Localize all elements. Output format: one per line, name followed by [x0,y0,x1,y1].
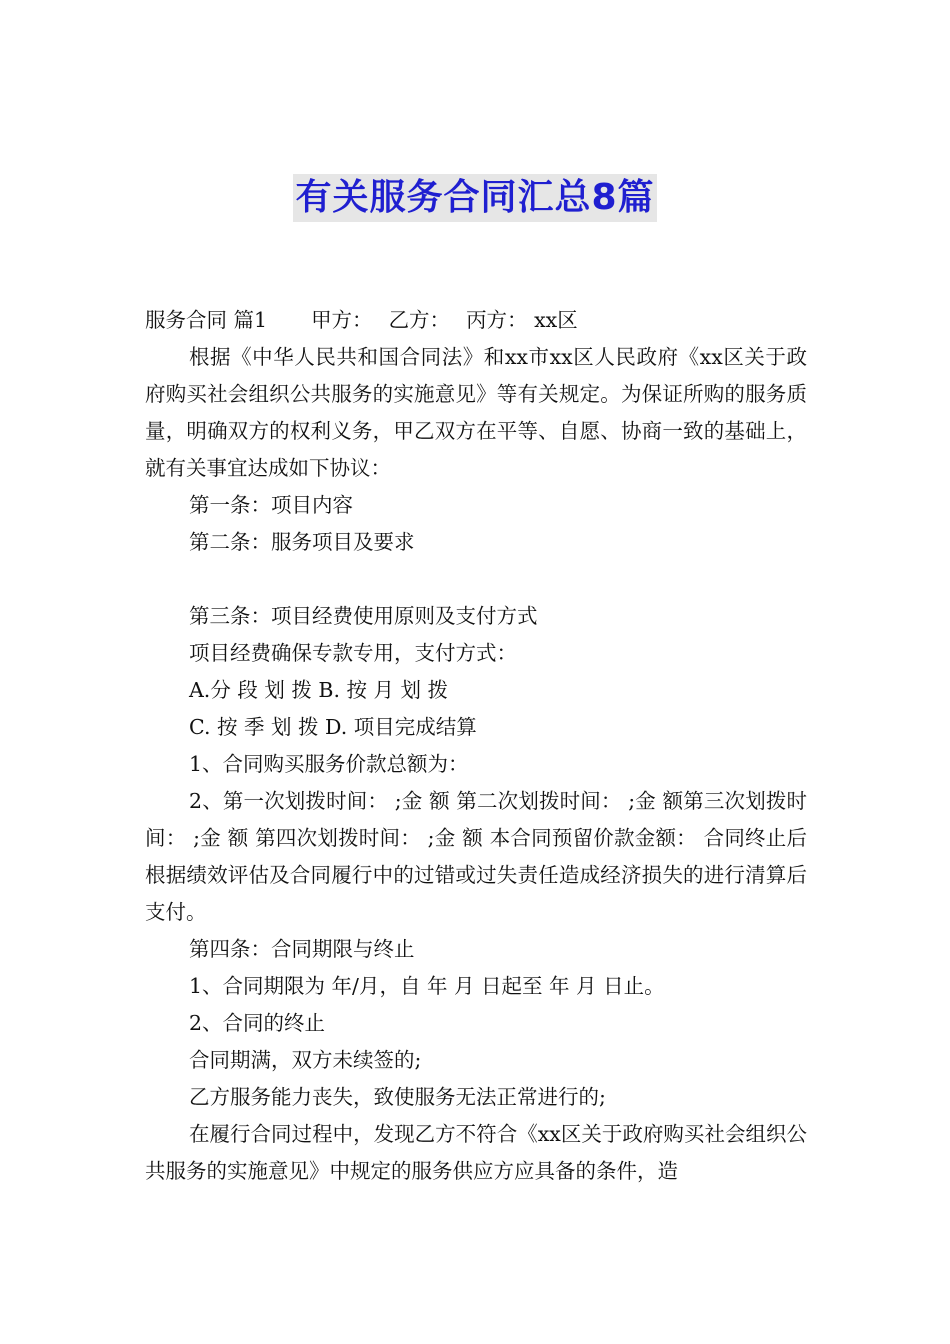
paragraph-disbursement-schedule: 2、第一次划拨时间： ;金 额 第二次划拨时间： ;金 额第三次划拨时间： ;金 额 第四次划拨时间： ;金 额 本合同预留价款金额： 合同终止后根据绩效评估及合同履行中的过错或过失责任造成经济损失的进行清算后支付。 [145,789,807,924]
contract-header-line [145,302,807,339]
party-a-label: 甲方： [311,308,373,332]
article-4-heading: 第四条：合同期限与终止 [189,937,415,961]
document-title: 有关服务合同汇总8篇 [293,174,656,222]
article-3-heading: 第三条：项目经费使用原则及支付方式 [189,604,538,628]
blank-line [145,561,807,598]
paragraph-total-price: 1、合同购买服务价款总额为： [189,752,469,776]
title-container [0,174,950,222]
paragraph-contract-term: 1、合同期限为 年/月，自 年 月 日起至 年 月 日止。 [189,974,665,998]
payment-option-cd: C. 按 季 划 拨 D. 项目完成结算 [189,715,477,739]
article-1-heading: 第一条：项目内容 [189,493,353,517]
paragraph-payment-method: 项目经费确保专款专用，支付方式： [189,641,517,665]
paragraph-termination-heading: 2、合同的终止 [189,1011,326,1035]
paragraph-termination-ineligible: 在履行合同过程中，发现乙方不符合《xx区关于政府购买社会组织公共服务的实施意见》中规定的服务供应方应具备的条件，造 [145,1122,807,1183]
paragraph-termination-capacity: 乙方服务能力丧失，致使服务无法正常进行的; [189,1085,606,1109]
article-2-heading: 第二条：服务项目及要求 [189,530,415,554]
document-body [145,302,807,1190]
paragraph-termination-expiry: 合同期满，双方未续签的; [189,1048,422,1072]
paragraph-intro: 根据《中华人民共和国合同法》和xx市xx区人民政府《xx区关于政府购买社会组织公共服务的实施意见》等有关规定。为保证所购的服务质量，明确双方的权利义务，甲乙双方在平等、自愿、协商一致的基础上，就有关事宜达成如下协议： [145,345,807,480]
party-b-label: 乙方： [388,308,451,332]
payment-option-ab: A.分 段 划 拨 B. 按 月 划 拨 [189,678,449,702]
section-label: 服务合同 篇1 [145,308,268,332]
party-c-label: 丙方： xx区 [466,308,578,332]
